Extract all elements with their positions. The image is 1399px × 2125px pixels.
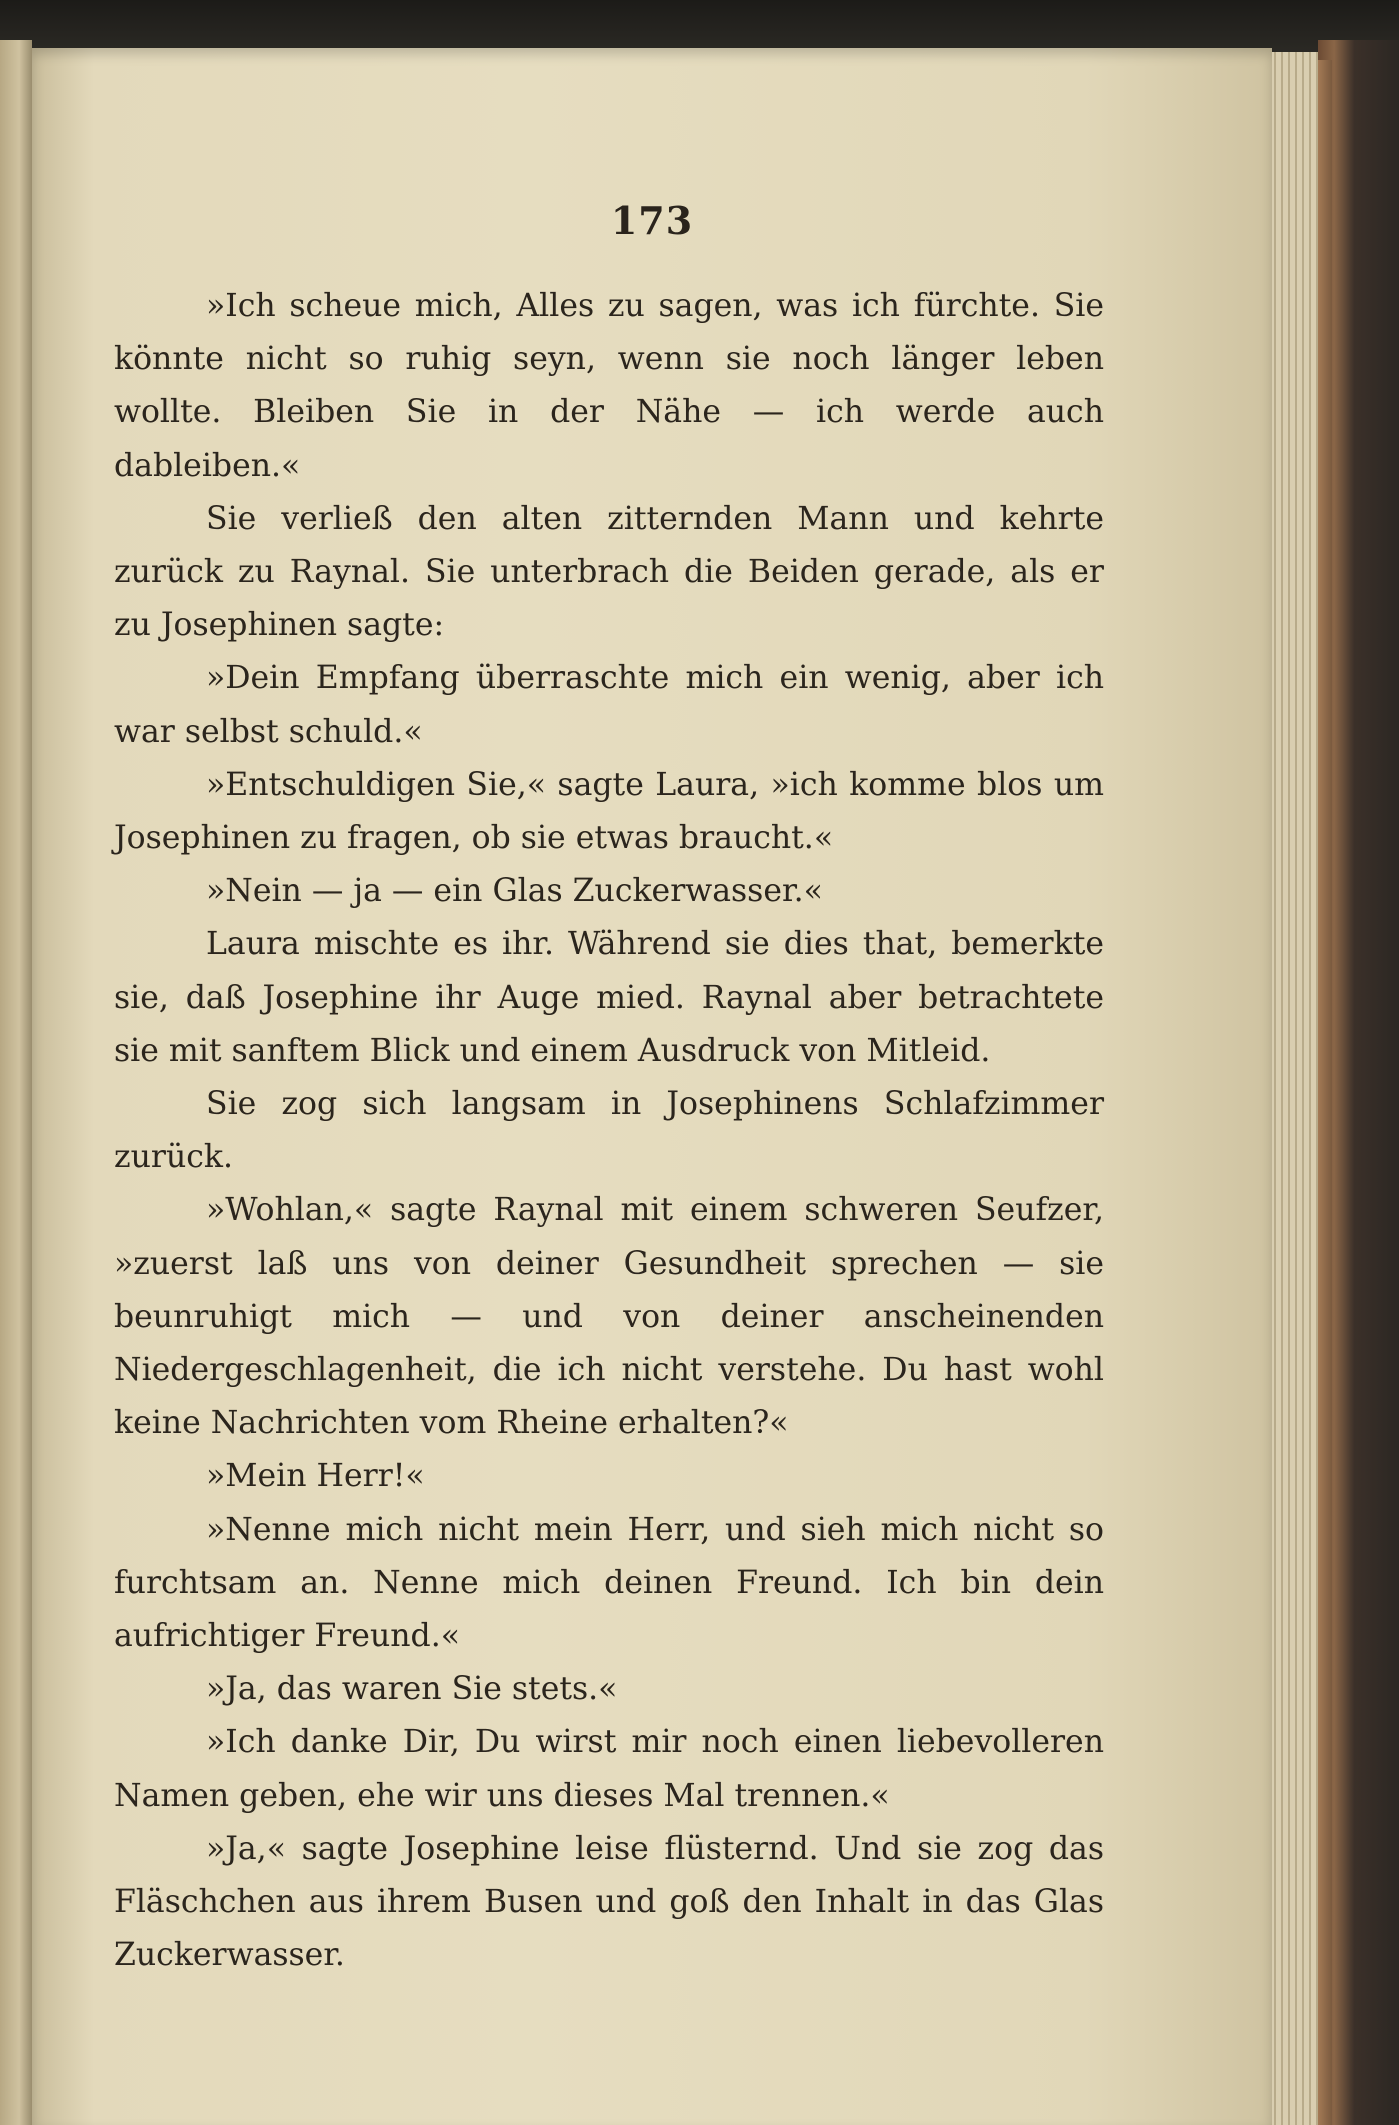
paragraph: »Ich scheue mich, Alles zu sagen, was ich fürchte. Sie könnte nicht so ruhig seyn, wenn sie noch länger leben wollte. Bleiben Sie in der Nähe — ich werde auch dableiben.« <box>114 288 1104 484</box>
paragraph: »Dein Empfang überraschte mich ein wenig, aber ich war selbst schuld.« <box>114 660 1104 750</box>
cover-leather-edge <box>1318 60 1332 2125</box>
paragraph: »Wohlan,« sagte Raynal mit einem schweren Seufzer, »zuerst laß uns von deiner Gesundheit sprechen — sie beunruhigt mich — und von deiner anscheinenden Niedergeschlagenheit, die ich nicht verstehe. Du hast wohl keine Nachrichten vom Rheine erhalten?« <box>114 1192 1104 1442</box>
paragraph: »Mein Herr!« <box>206 1458 425 1495</box>
previous-page-edge <box>0 40 32 2125</box>
page-number: 173 <box>610 198 694 243</box>
paragraph: »Nein — ja — ein Glas Zuckerwasser.« <box>206 873 823 910</box>
paragraph: »Ja,« sagte Josephine leise flüsternd. Und sie zog das Fläschchen aus ihrem Busen und goß den Inhalt in das Glas Zuckerwasser. <box>114 1830 1104 1974</box>
paragraph: »Ich danke Dir, Du wirst mir noch einen liebevolleren Namen geben, ehe wir uns dieses Mal trennen.« <box>114 1724 1104 1814</box>
page-text <box>114 280 1104 1983</box>
paragraph: Laura mischte es ihr. Während sie dies that, bemerkte sie, daß Josephine ihr Auge mied. Raynal aber betrachtete sie mit sanftem Blick und einem Ausdruck von Mitleid. <box>114 926 1104 1069</box>
paragraph: »Ja, das waren Sie stets.« <box>206 1671 618 1708</box>
paragraph: »Nenne mich nicht mein Herr, und sieh mich nicht so furchtsam an. Nenne mich deinen Freund. Ich bin dein aufrichtiger Freund.« <box>114 1511 1104 1655</box>
paragraph: Sie zog sich langsam in Josephinens Schlafzimmer zurück. <box>114 1086 1104 1176</box>
book-page <box>32 48 1272 2125</box>
paragraph: »Entschuldigen Sie,« sagte Laura, »ich komme blos um Josephinen zu fragen, ob sie etwas braucht.« <box>114 766 1104 857</box>
paragraph: Sie verließ den alten zitternden Mann und kehrte zurück zu Raynal. Sie unterbrach die Beiden gerade, als er zu Josephinen sagte: <box>114 500 1104 644</box>
